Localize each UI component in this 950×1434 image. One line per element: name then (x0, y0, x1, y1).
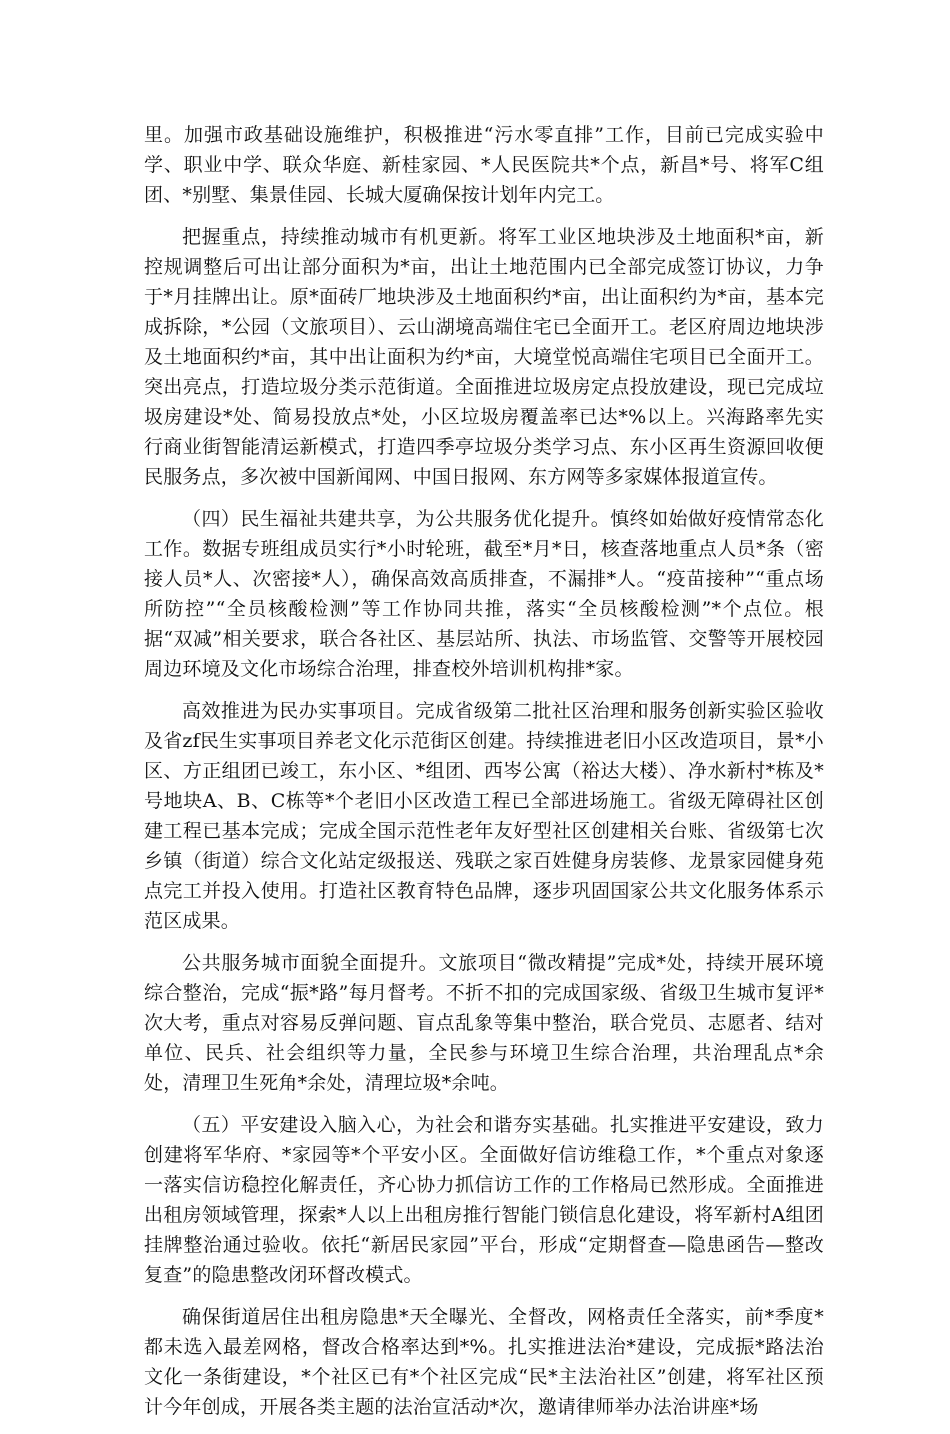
paragraph-2: 把握重点，持续推动城市有机更新。将军工业区地块涉及土地面积*亩，新控规调整后可出让部分面积为*亩，出让土地范围内已全部完成签订协议，力争于*月挂牌出让。原*面砖厂地块涉及土地面积约*亩，出让面积约为*亩，基本完成拆除，*公园（文旅项目）、云山湖境高端住宅已全面开工。老区府周边地块涉及土地面积约*亩，其中出让面积为约*亩，大境堂悦高端住宅项目已全面开工。突出亮点，打造垃圾分类示范街道。全面推进垃圾房定点投放建设，现已完成垃圾房建设*处、简易投放点*处，小区垃圾房覆盖率已达*%以上。兴海路率先实行商业街智能清运新模式，打造四季亭垃圾分类学习点、东小区再生资源回收便民服务点，多次被中国新闻网、中国日报网、东方网等多家媒体报道宣传。 (144, 226, 824, 488)
paragraph-4: 高效推进为民办实事项目。完成省级第二批社区治理和服务创新实验区验收及省zf民生实事项目养老文化示范街区创建。持续推进老旧小区改造项目，景*小区、方正组团已竣工，东小区、*组团、西岑公寓（裕达大楼）、净水新村*栋及*号地块A、B、C栋等*个老旧小区改造工程已全部进场施工。省级无障碍社区创建工程已基本完成；完成全国示范性老年友好型社区创建相关台账、省级第七次乡镇（街道）综合文化站定级报送、残联之家百姓健身房装修、龙景家园健身苑点完工并投入使用。打造社区教育特色品牌，逐步巩固国家公共文化服务体系示范区成果。 (144, 700, 824, 932)
paragraph-7: 确保街道居住出租房隐患*天全曝光、全督改，网格责任全落实，前*季度*都未选入最差网格，督改合格率达到*%。扎实推进法治*建设，完成振*路法治文化一条街建设，*个社区已有*个社区完成“民*主法治社区”创建，将军社区预计今年创成，开展各类主题的法治宣活动*次，邀请律师举办法治讲座*场 (144, 1306, 824, 1418)
paragraph-5: 公共服务城市面貌全面提升。文旅项目“微改精提”完成*处，持续开展环境综合整治，完成“振*路”每月督考。不折不扣的完成国家级、省级卫生城市复评*次大考，重点对容易反弹问题、盲点乱象等集中整治，联合党员、志愿者、结对单位、民兵、社会组织等力量，全民参与环境卫生综合治理，共治理乱点*余处，清理卫生死角*余处，清理垃圾*余吨。 (144, 952, 824, 1094)
document-body (144, 120, 824, 1434)
paragraph-1: 里。加强市政基础设施维护，积极推进“污水零直排”工作，目前已完成实验中学、职业中学、联众华庭、新桂家园、*人民医院共*个点，新昌*号、将军C组团、*别墅、集景佳园、长城大厦确保按计划年内完工。 (144, 124, 824, 206)
paragraph-6: （五）平安建设入脑入心，为社会和谐夯实基础。扎实推进平安建设，致力创建将军华府、*家园等*个平安小区。全面做好信访维稳工作，*个重点对象逐一落实信访稳控化解责任，齐心协力抓信访工作的工作格局已然形成。全面推进出租房领域管理，探索*人以上出租房推行智能门锁信息化建设，将军新村A组团挂牌整治通过验收。依托“新居民家园”平台，形成“定期督查—隐患函告—整改复查”的隐患整改闭环督改模式。 (144, 1114, 824, 1286)
paragraph-3: （四）民生福祉共建共享，为公共服务优化提升。慎终如始做好疫情常态化工作。数据专班组成员实行*小时轮班，截至*月*日，核查落地重点人员*条（密接人员*人、次密接*人），确保高效高质排查，不漏排*人。“疫苗接种”“重点场所防控”“全员核酸检测”等工作协同共推，落实“全员核酸检测”*个点位。根据“双减”相关要求，联合各社区、基层站所、执法、市场监管、交警等开展校园周边环境及文化市场综合治理，排查校外培训机构排*家。 (144, 508, 824, 680)
